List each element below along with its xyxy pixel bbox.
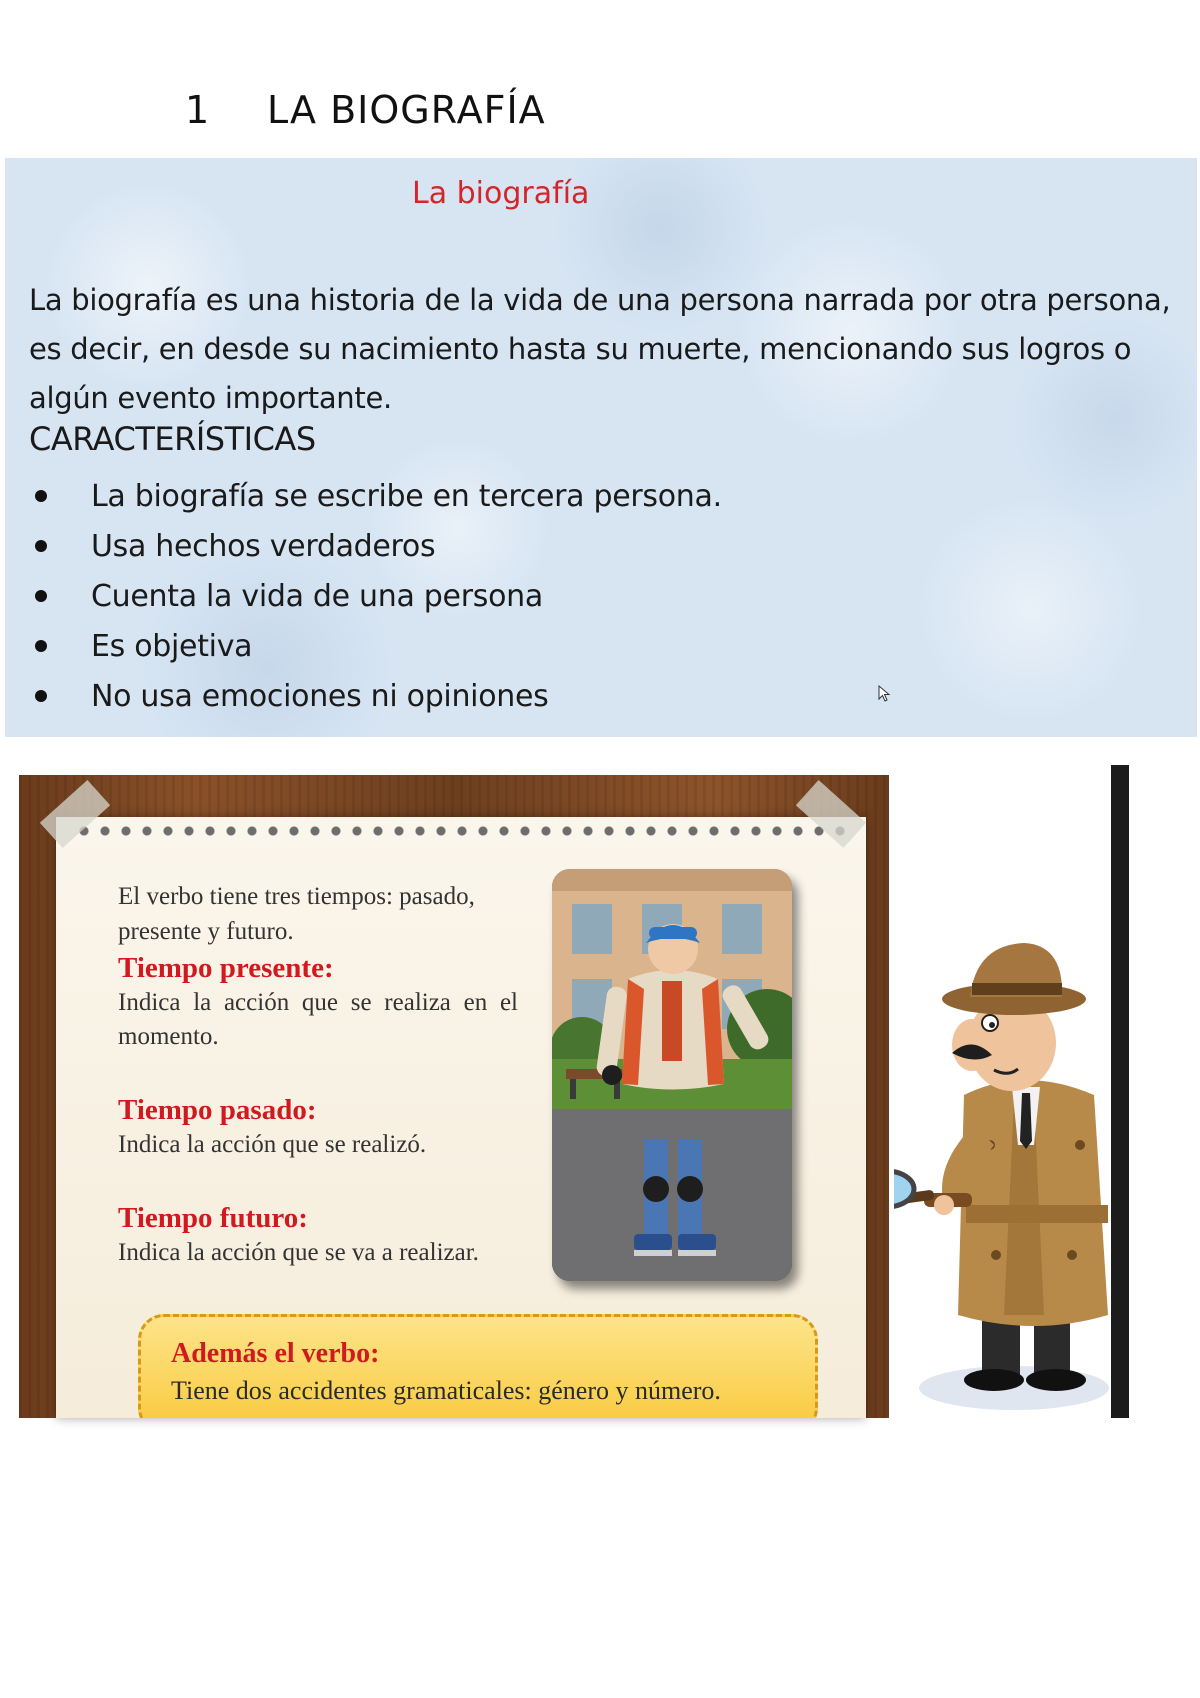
bullet-icon bbox=[35, 540, 47, 552]
wood-frame bbox=[19, 775, 889, 1418]
spiral-binding bbox=[76, 823, 846, 839]
heading-title: LA BIOGRAFÍA bbox=[267, 88, 546, 132]
boy-rollerblading-photo bbox=[552, 869, 792, 1281]
tense-description: Indica la acción que se realiza en el momento. bbox=[118, 989, 518, 1050]
additional-info-box bbox=[138, 1314, 818, 1418]
tense-heading: Tiempo presente: bbox=[118, 952, 334, 984]
slide-title: La biografía bbox=[412, 176, 590, 211]
verb-tenses-slide bbox=[19, 775, 1139, 1418]
notebook-paper bbox=[56, 817, 866, 1418]
list-item-label: Usa hechos verdaderos bbox=[91, 528, 436, 564]
verb-intro: El verbo tiene tres tiempos: pasado, presente y futuro. bbox=[118, 883, 475, 945]
document-heading bbox=[185, 88, 546, 132]
list-item bbox=[29, 471, 722, 521]
characteristics-heading: CARACTERÍSTICAS bbox=[29, 420, 316, 458]
side-divider bbox=[1111, 765, 1129, 1418]
biography-definition: La biografía es una historia de la vida de una persona narrada por otra persona, es decir, en desde su nacimiento hasta su muerte, mencionando sus logros o algún evento importante. bbox=[29, 283, 1171, 415]
list-item-label: Es objetiva bbox=[91, 628, 253, 664]
list-item bbox=[29, 571, 722, 621]
list-item-label: No usa emociones ni opiniones bbox=[91, 678, 549, 714]
tense-future bbox=[118, 1200, 518, 1270]
characteristics-list bbox=[29, 471, 722, 721]
list-item-label: Cuenta la vida de una persona bbox=[91, 578, 543, 614]
detective-magnifying-glass-icon bbox=[894, 905, 1109, 1418]
bullet-icon bbox=[35, 590, 47, 602]
tense-heading: Tiempo pasado: bbox=[118, 1094, 317, 1126]
biography-slide bbox=[5, 158, 1197, 737]
tense-description: Indica la acción que se va a realizar. bbox=[118, 1239, 479, 1266]
list-item-label: La biografía se escribe en tercera persona. bbox=[91, 478, 722, 514]
mouse-cursor-icon bbox=[878, 685, 894, 703]
bullet-icon bbox=[35, 640, 47, 652]
heading-number: 1 bbox=[185, 88, 211, 132]
tense-past bbox=[118, 1092, 518, 1162]
tense-present bbox=[118, 950, 518, 1054]
tense-heading: Tiempo futuro: bbox=[118, 1202, 308, 1234]
bullet-icon bbox=[35, 490, 47, 502]
tense-description: Indica la acción que se realizó. bbox=[118, 1131, 427, 1158]
bullet-icon bbox=[35, 690, 47, 702]
additional-info-heading: Además el verbo: bbox=[171, 1338, 380, 1369]
additional-info-description: Tiene dos accidentes gramaticales: género y número. bbox=[171, 1376, 721, 1405]
list-item bbox=[29, 521, 722, 571]
list-item bbox=[29, 621, 722, 671]
list-item bbox=[29, 671, 722, 721]
